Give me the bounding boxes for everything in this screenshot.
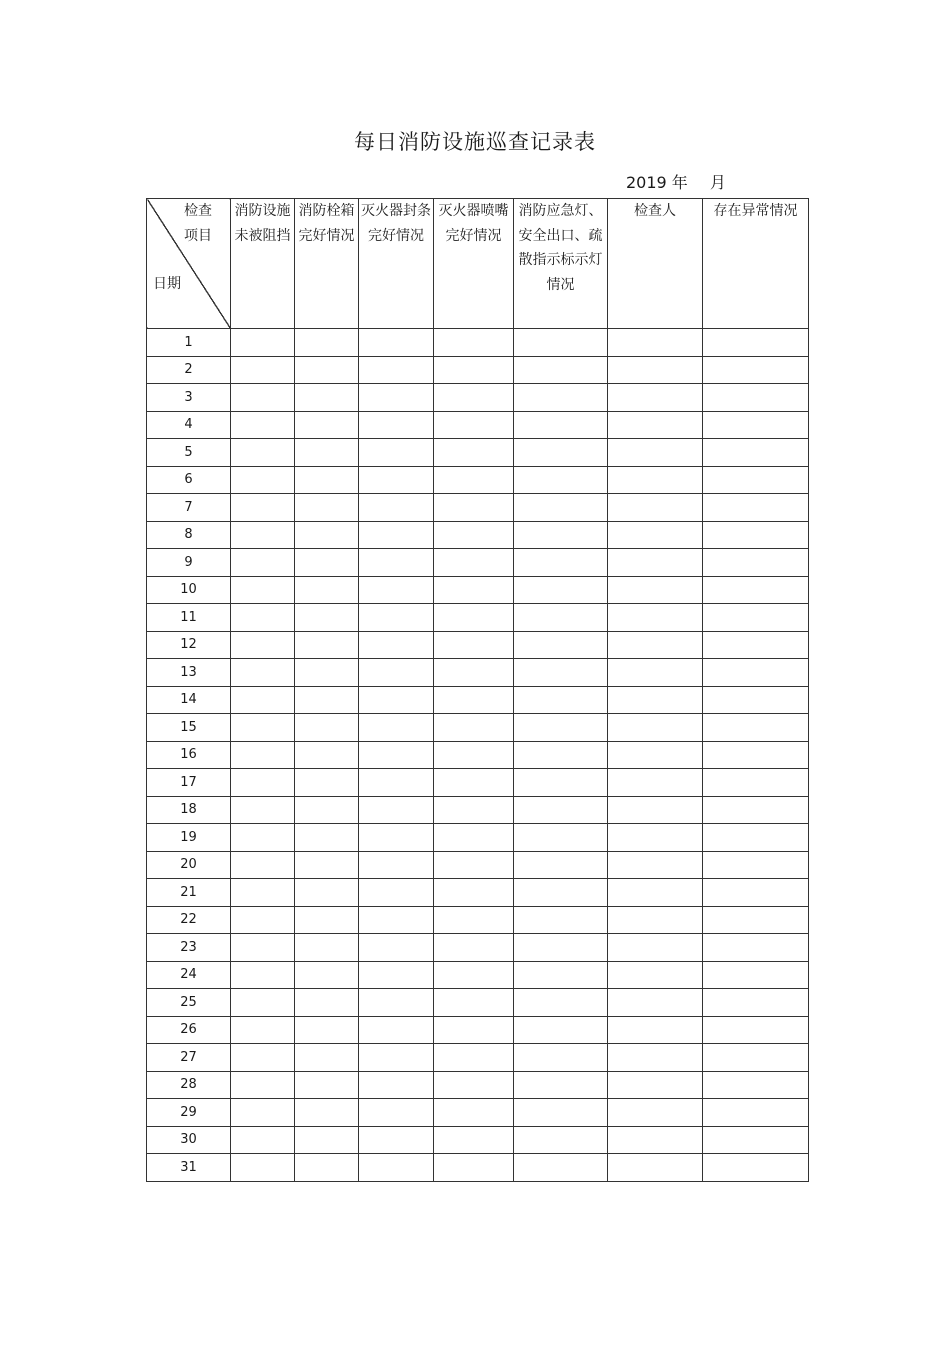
entry-cell[interactable]	[608, 686, 703, 714]
entry-cell[interactable]	[608, 356, 703, 384]
day-number: 22	[147, 906, 231, 934]
entry-cell[interactable]	[231, 494, 295, 522]
entry-cell[interactable]	[608, 1154, 703, 1182]
entry-cell[interactable]	[608, 714, 703, 742]
entry-cell[interactable]	[608, 824, 703, 852]
entry-cell[interactable]	[295, 329, 359, 357]
entry-cell[interactable]	[608, 329, 703, 357]
entry-cell[interactable]	[295, 906, 359, 934]
day-number: 30	[147, 1126, 231, 1154]
entry-cell[interactable]	[295, 659, 359, 687]
entry-cell[interactable]	[703, 741, 809, 769]
entry-cell[interactable]	[608, 549, 703, 577]
entry-cell[interactable]	[608, 384, 703, 412]
entry-cell[interactable]	[359, 851, 434, 879]
entry-cell[interactable]	[359, 1099, 434, 1127]
entry-cell[interactable]	[703, 906, 809, 934]
table-row	[147, 1154, 809, 1182]
entry-cell[interactable]	[359, 329, 434, 357]
table-row	[147, 796, 809, 824]
entry-cell[interactable]	[231, 549, 295, 577]
day-number: 5	[147, 439, 231, 467]
entry-cell[interactable]	[359, 411, 434, 439]
entry-cell[interactable]	[295, 549, 359, 577]
entry-cell[interactable]	[231, 851, 295, 879]
day-number: 24	[147, 961, 231, 989]
entry-cell[interactable]	[703, 631, 809, 659]
table-row	[147, 741, 809, 769]
entry-cell[interactable]	[295, 1071, 359, 1099]
table-row	[147, 934, 809, 962]
table-row	[147, 384, 809, 412]
entry-cell[interactable]	[608, 1016, 703, 1044]
entry-cell[interactable]	[434, 494, 514, 522]
entry-cell[interactable]	[434, 411, 514, 439]
header-row	[147, 199, 809, 329]
day-number: 2	[147, 356, 231, 384]
entry-cell[interactable]	[514, 466, 608, 494]
table-row	[147, 1126, 809, 1154]
entry-cell[interactable]	[514, 796, 608, 824]
table-row	[147, 1099, 809, 1127]
entry-cell[interactable]	[703, 576, 809, 604]
entry-cell[interactable]	[295, 411, 359, 439]
entry-cell[interactable]	[514, 851, 608, 879]
page-title: 每日消防设施巡查记录表	[354, 130, 596, 154]
entry-cell[interactable]	[703, 1126, 809, 1154]
entry-cell[interactable]	[231, 1016, 295, 1044]
day-number: 15	[147, 714, 231, 742]
day-number: 31	[147, 1154, 231, 1182]
day-number: 21	[147, 879, 231, 907]
entry-cell[interactable]	[231, 824, 295, 852]
entry-cell[interactable]	[295, 1044, 359, 1072]
entry-cell[interactable]	[608, 1044, 703, 1072]
entry-cell[interactable]	[231, 604, 295, 632]
entry-cell[interactable]	[359, 989, 434, 1017]
entry-cell[interactable]	[295, 824, 359, 852]
entry-cell[interactable]	[608, 631, 703, 659]
entry-cell[interactable]	[608, 439, 703, 467]
entry-cell[interactable]	[231, 879, 295, 907]
entry-cell[interactable]	[608, 961, 703, 989]
entry-cell[interactable]	[703, 466, 809, 494]
entry-cell[interactable]	[434, 879, 514, 907]
table-row	[147, 714, 809, 742]
entry-cell[interactable]	[434, 906, 514, 934]
table-row	[147, 549, 809, 577]
entry-cell[interactable]	[231, 1071, 295, 1099]
entry-cell[interactable]	[231, 989, 295, 1017]
entry-cell[interactable]	[434, 1154, 514, 1182]
entry-cell[interactable]	[359, 659, 434, 687]
year-month-line	[626, 170, 726, 193]
entry-cell[interactable]	[703, 879, 809, 907]
entry-cell[interactable]	[295, 576, 359, 604]
entry-cell[interactable]	[359, 906, 434, 934]
inspection-table	[146, 198, 809, 1182]
entry-cell[interactable]	[514, 631, 608, 659]
entry-cell[interactable]	[703, 1099, 809, 1127]
entry-cell[interactable]	[608, 989, 703, 1017]
day-number: 25	[147, 989, 231, 1017]
entry-cell[interactable]	[514, 934, 608, 962]
entry-cell[interactable]	[359, 934, 434, 962]
day-number: 1	[147, 329, 231, 357]
entry-cell[interactable]	[703, 824, 809, 852]
table-row	[147, 494, 809, 522]
entry-cell[interactable]	[703, 769, 809, 797]
entry-cell[interactable]	[608, 796, 703, 824]
day-number: 28	[147, 1071, 231, 1099]
header-facility-unblocked: 消防设施未被阻挡	[231, 199, 295, 329]
entry-cell[interactable]	[359, 576, 434, 604]
entry-cell[interactable]	[231, 439, 295, 467]
entry-cell[interactable]	[231, 1126, 295, 1154]
entry-cell[interactable]	[231, 411, 295, 439]
entry-cell[interactable]	[703, 714, 809, 742]
entry-cell[interactable]	[231, 329, 295, 357]
entry-cell[interactable]	[514, 1044, 608, 1072]
entry-cell[interactable]	[703, 961, 809, 989]
entry-cell[interactable]	[703, 329, 809, 357]
entry-cell[interactable]	[514, 576, 608, 604]
entry-cell[interactable]	[295, 686, 359, 714]
entry-cell[interactable]	[514, 411, 608, 439]
entry-cell[interactable]	[295, 466, 359, 494]
entry-cell[interactable]	[434, 741, 514, 769]
entry-cell[interactable]	[434, 439, 514, 467]
entry-cell[interactable]	[359, 879, 434, 907]
entry-cell[interactable]	[434, 934, 514, 962]
entry-cell[interactable]	[514, 824, 608, 852]
entry-cell[interactable]	[703, 1016, 809, 1044]
day-number: 6	[147, 466, 231, 494]
table-row	[147, 329, 809, 357]
entry-cell[interactable]	[359, 796, 434, 824]
entry-cell[interactable]	[295, 384, 359, 412]
entry-cell[interactable]	[608, 466, 703, 494]
entry-cell[interactable]	[514, 714, 608, 742]
table-row	[147, 1016, 809, 1044]
table-row	[147, 439, 809, 467]
entry-cell[interactable]	[434, 714, 514, 742]
entry-cell[interactable]	[608, 1126, 703, 1154]
entry-cell[interactable]	[231, 1154, 295, 1182]
header-extinguisher-seal: 灭火器封条完好情况	[359, 199, 434, 329]
entry-cell[interactable]	[703, 686, 809, 714]
header-hydrant-box: 消防栓箱完好情况	[295, 199, 359, 329]
entry-cell[interactable]	[231, 741, 295, 769]
table-row	[147, 576, 809, 604]
entry-cell[interactable]	[434, 989, 514, 1017]
entry-cell[interactable]	[295, 934, 359, 962]
entry-cell[interactable]	[359, 631, 434, 659]
entry-cell[interactable]	[231, 714, 295, 742]
entry-cell[interactable]	[434, 604, 514, 632]
entry-cell[interactable]	[295, 989, 359, 1017]
day-number: 29	[147, 1099, 231, 1127]
entry-cell[interactable]	[434, 631, 514, 659]
entry-cell[interactable]	[295, 796, 359, 824]
entry-cell[interactable]	[703, 1044, 809, 1072]
entry-cell[interactable]	[434, 686, 514, 714]
day-number: 13	[147, 659, 231, 687]
entry-cell[interactable]	[608, 851, 703, 879]
entry-cell[interactable]	[359, 439, 434, 467]
entry-cell[interactable]	[514, 329, 608, 357]
entry-cell[interactable]	[295, 604, 359, 632]
entry-cell[interactable]	[608, 1071, 703, 1099]
entry-cell[interactable]	[359, 824, 434, 852]
table-row	[147, 824, 809, 852]
entry-cell[interactable]	[434, 384, 514, 412]
table-row	[147, 1071, 809, 1099]
entry-cell[interactable]	[434, 521, 514, 549]
entry-cell[interactable]	[434, 356, 514, 384]
entry-cell[interactable]	[514, 906, 608, 934]
entry-cell[interactable]	[514, 439, 608, 467]
day-number: 10	[147, 576, 231, 604]
month-label: 月	[709, 173, 726, 192]
table-row	[147, 521, 809, 549]
table-row	[147, 851, 809, 879]
entry-cell[interactable]	[434, 466, 514, 494]
entry-cell[interactable]	[231, 466, 295, 494]
entry-cell[interactable]	[434, 659, 514, 687]
entry-cell[interactable]	[703, 494, 809, 522]
entry-cell[interactable]	[295, 631, 359, 659]
entry-cell[interactable]	[703, 1071, 809, 1099]
entry-cell[interactable]	[703, 439, 809, 467]
entry-cell[interactable]	[703, 796, 809, 824]
entry-cell[interactable]	[434, 329, 514, 357]
entry-cell[interactable]	[608, 411, 703, 439]
entry-cell[interactable]	[703, 989, 809, 1017]
entry-cell[interactable]	[608, 934, 703, 962]
entry-cell[interactable]	[434, 1071, 514, 1099]
entry-cell[interactable]	[608, 741, 703, 769]
day-number: 23	[147, 934, 231, 962]
day-number: 9	[147, 549, 231, 577]
entry-cell[interactable]	[434, 576, 514, 604]
corner-label-date: 日期	[153, 276, 181, 292]
table-row	[147, 989, 809, 1017]
day-number: 17	[147, 769, 231, 797]
table-row	[147, 879, 809, 907]
entry-cell[interactable]	[295, 1016, 359, 1044]
day-number: 4	[147, 411, 231, 439]
entry-cell[interactable]	[608, 521, 703, 549]
entry-cell[interactable]	[608, 576, 703, 604]
entry-cell[interactable]	[514, 769, 608, 797]
entry-cell[interactable]	[359, 961, 434, 989]
entry-cell[interactable]	[434, 1016, 514, 1044]
entry-cell[interactable]	[359, 1044, 434, 1072]
entry-cell[interactable]	[295, 494, 359, 522]
entry-cell[interactable]	[231, 934, 295, 962]
entry-cell[interactable]	[231, 659, 295, 687]
entry-cell[interactable]	[359, 549, 434, 577]
entry-cell[interactable]	[359, 1071, 434, 1099]
entry-cell[interactable]	[434, 549, 514, 577]
header-emergency-lights: 消防应急灯、安全出口、疏散指示标示灯情况	[514, 199, 608, 329]
table-row	[147, 769, 809, 797]
header-abnormal: 存在异常情况	[703, 199, 809, 329]
entry-cell[interactable]	[434, 824, 514, 852]
day-number: 7	[147, 494, 231, 522]
entry-cell[interactable]	[703, 356, 809, 384]
entry-cell[interactable]	[608, 906, 703, 934]
entry-cell[interactable]	[608, 769, 703, 797]
entry-cell[interactable]	[434, 769, 514, 797]
day-rows	[147, 329, 809, 1182]
entry-cell[interactable]	[359, 604, 434, 632]
entry-cell[interactable]	[295, 714, 359, 742]
entry-cell[interactable]	[514, 686, 608, 714]
entry-cell[interactable]	[703, 934, 809, 962]
entry-cell[interactable]	[514, 879, 608, 907]
entry-cell[interactable]	[359, 1016, 434, 1044]
entry-cell[interactable]	[231, 769, 295, 797]
header-inspector: 检查人	[608, 199, 703, 329]
entry-cell[interactable]	[608, 1099, 703, 1127]
table-row	[147, 631, 809, 659]
header-extinguisher-nozzle: 灭火器喷嘴完好情况	[434, 199, 514, 329]
entry-cell[interactable]	[434, 961, 514, 989]
entry-cell[interactable]	[514, 1099, 608, 1127]
entry-cell[interactable]	[231, 796, 295, 824]
entry-cell[interactable]	[514, 1154, 608, 1182]
entry-cell[interactable]	[359, 769, 434, 797]
entry-cell[interactable]	[359, 466, 434, 494]
entry-cell[interactable]	[231, 906, 295, 934]
entry-cell[interactable]	[514, 604, 608, 632]
entry-cell[interactable]	[608, 604, 703, 632]
entry-cell[interactable]	[295, 1099, 359, 1127]
day-number: 12	[147, 631, 231, 659]
entry-cell[interactable]	[295, 879, 359, 907]
table-row	[147, 604, 809, 632]
entry-cell[interactable]	[231, 521, 295, 549]
entry-cell[interactable]	[231, 961, 295, 989]
entry-cell[interactable]	[231, 576, 295, 604]
day-number: 3	[147, 384, 231, 412]
entry-cell[interactable]	[434, 851, 514, 879]
entry-cell[interactable]	[608, 659, 703, 687]
entry-cell[interactable]	[703, 521, 809, 549]
entry-cell[interactable]	[295, 439, 359, 467]
entry-cell[interactable]	[514, 1071, 608, 1099]
entry-cell[interactable]	[359, 521, 434, 549]
corner-header	[147, 199, 231, 329]
day-number: 8	[147, 521, 231, 549]
table-row	[147, 659, 809, 687]
entry-cell[interactable]	[514, 741, 608, 769]
day-number: 26	[147, 1016, 231, 1044]
day-number: 14	[147, 686, 231, 714]
entry-cell[interactable]	[295, 961, 359, 989]
entry-cell[interactable]	[231, 631, 295, 659]
entry-cell[interactable]	[703, 384, 809, 412]
entry-cell[interactable]	[295, 356, 359, 384]
entry-cell[interactable]	[359, 741, 434, 769]
entry-cell[interactable]	[514, 356, 608, 384]
entry-cell[interactable]	[295, 521, 359, 549]
entry-cell[interactable]	[231, 1099, 295, 1127]
day-number: 18	[147, 796, 231, 824]
corner-label-items: 检查项目	[184, 203, 212, 244]
entry-cell[interactable]	[514, 521, 608, 549]
entry-cell[interactable]	[703, 604, 809, 632]
table-row	[147, 466, 809, 494]
entry-cell[interactable]	[514, 659, 608, 687]
entry-cell[interactable]	[359, 686, 434, 714]
entry-cell[interactable]	[359, 1126, 434, 1154]
day-number: 20	[147, 851, 231, 879]
day-number: 19	[147, 824, 231, 852]
entry-cell[interactable]	[514, 384, 608, 412]
entry-cell[interactable]	[703, 851, 809, 879]
entry-cell[interactable]	[231, 1044, 295, 1072]
entry-cell[interactable]	[434, 1126, 514, 1154]
entry-cell[interactable]	[231, 686, 295, 714]
table-row	[147, 961, 809, 989]
entry-cell[interactable]	[359, 384, 434, 412]
entry-cell[interactable]	[434, 1044, 514, 1072]
table-row	[147, 906, 809, 934]
entry-cell[interactable]	[295, 851, 359, 879]
table-row	[147, 686, 809, 714]
day-number: 16	[147, 741, 231, 769]
entry-cell[interactable]	[608, 879, 703, 907]
entry-cell[interactable]	[231, 384, 295, 412]
entry-cell[interactable]	[359, 356, 434, 384]
entry-cell[interactable]	[514, 494, 608, 522]
entry-cell[interactable]	[703, 659, 809, 687]
entry-cell[interactable]	[434, 1099, 514, 1127]
entry-cell[interactable]	[514, 989, 608, 1017]
entry-cell[interactable]	[295, 1126, 359, 1154]
table-row	[147, 411, 809, 439]
entry-cell[interactable]	[703, 549, 809, 577]
table-row	[147, 1044, 809, 1072]
entry-cell[interactable]	[703, 411, 809, 439]
entry-cell[interactable]	[514, 1126, 608, 1154]
entry-cell[interactable]	[514, 961, 608, 989]
entry-cell[interactable]	[295, 769, 359, 797]
day-number: 27	[147, 1044, 231, 1072]
entry-cell[interactable]	[231, 356, 295, 384]
entry-cell[interactable]	[434, 796, 514, 824]
entry-cell[interactable]	[359, 1154, 434, 1182]
entry-cell[interactable]	[514, 1016, 608, 1044]
entry-cell[interactable]	[608, 494, 703, 522]
table-row	[147, 356, 809, 384]
day-number: 11	[147, 604, 231, 632]
entry-cell[interactable]	[359, 494, 434, 522]
entry-cell[interactable]	[295, 1154, 359, 1182]
entry-cell[interactable]	[703, 1154, 809, 1182]
entry-cell[interactable]	[295, 741, 359, 769]
year-label: 2019 年	[626, 173, 688, 192]
entry-cell[interactable]	[514, 549, 608, 577]
entry-cell[interactable]	[359, 714, 434, 742]
